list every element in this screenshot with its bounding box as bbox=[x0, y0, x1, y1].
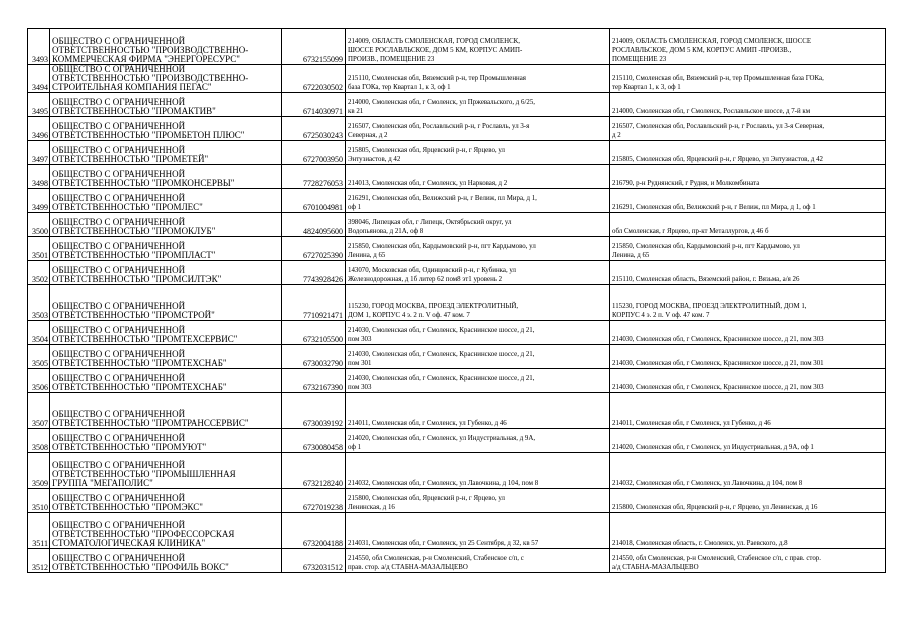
company-name bbox=[50, 165, 282, 189]
table-row bbox=[28, 29, 886, 65]
row-number: 3505 bbox=[28, 345, 50, 369]
legal-address-line: 214030, Смоленская обл, г Смоленск, Краснинское шоссе, д 21, bbox=[348, 375, 535, 382]
actual-address bbox=[610, 453, 886, 489]
actual-address-line: КОРПУС 4 э. 2 п. V оф. 47 ком. 7 bbox=[612, 312, 710, 319]
row-number: 3502 bbox=[28, 261, 50, 285]
legal-address-line: пом 301 bbox=[348, 360, 372, 367]
inn-number: 6727019238 bbox=[282, 489, 346, 513]
company-name-line: ОБЩЕСТВО С ОГРАНИЧЕННОЙ bbox=[52, 301, 186, 311]
company-name-line: ОБЩЕСТВО С ОГРАНИЧЕННОЙ bbox=[52, 241, 186, 251]
actual-address-line: 214020, Смоленская обл, г Смоленск, ул Индустриальная, д 9А, оф 1 bbox=[612, 444, 814, 451]
legal-address-line: 214020, Смоленская обл, г Смоленск, ул Индустриальная, д 9А, bbox=[348, 435, 536, 442]
inn-number: 6732031512 bbox=[282, 549, 346, 573]
row-number: 3510 bbox=[28, 489, 50, 513]
legal-address bbox=[346, 29, 610, 65]
legal-address-line: 115230, ГОРОД МОСКВА, ПРОЕЗД ЭЛЕКТРОЛИТНЫЙ, bbox=[348, 303, 519, 310]
actual-address-line: Ленина, д 65 bbox=[612, 252, 650, 259]
actual-address bbox=[610, 237, 886, 261]
table-row bbox=[28, 453, 886, 489]
actual-address-line: 214009, ОБЛАСТЬ СМОЛЕНСКАЯ, ГОРОД СМОЛЕНСК, ШОССЕ bbox=[612, 38, 812, 45]
company-name-line: ОБЩЕСТВО С ОГРАНИЧЕННОЙ bbox=[52, 121, 186, 131]
inn-number: 6730039192 bbox=[282, 393, 346, 429]
actual-address-line: тер Квартал 1, к 3, оф 1 bbox=[612, 84, 681, 91]
company-name-line: ОТВЕТСТВЕННОСТЬЮ "ПРОИЗВОДСТВЕННО- bbox=[52, 73, 249, 83]
company-name-line: ОТВЕТСТВЕННОСТЬЮ "ПРОМЭКС" bbox=[52, 502, 203, 512]
row-number: 3497 bbox=[28, 141, 50, 165]
company-name-line: ОТВЕТСТВЕННОСТЬЮ "ПРОМПЛАСТ" bbox=[52, 250, 216, 260]
inn-number: 4824095600 bbox=[282, 213, 346, 237]
legal-address bbox=[346, 489, 610, 513]
company-name-line: ОТВЕТСТВЕННОСТЬЮ "ПРОМЛЕС" bbox=[52, 202, 203, 212]
inn-number: 6730032790 bbox=[282, 345, 346, 369]
row-number: 3511 bbox=[28, 513, 50, 549]
company-name-line: ОТВЕТСТВЕННОСТЬЮ "ПРОМУЮТ" bbox=[52, 442, 207, 452]
legal-address-line: Ленинская, д 16 bbox=[348, 504, 395, 511]
actual-address bbox=[610, 549, 886, 573]
company-name-line: ОТВЕТСТВЕННОСТЬЮ "ПРОМЕТЕЙ" bbox=[52, 154, 209, 164]
actual-address bbox=[610, 261, 886, 285]
row-number: 3509 bbox=[28, 453, 50, 489]
company-name-line: ОТВЕТСТВЕННОСТЬЮ "ПРОМЫШЛЕННАЯ bbox=[52, 469, 236, 479]
company-name bbox=[50, 513, 282, 549]
legal-address bbox=[346, 237, 610, 261]
actual-address-line: 214011, Смоленская обл, г Смоленск, ул Губенко, д 46 bbox=[612, 420, 771, 427]
actual-address bbox=[610, 189, 886, 213]
actual-address-line: 214000, Смоленская обл, г Смоленск, Рославльское шоссе, д 7-й км bbox=[612, 108, 811, 115]
actual-address-line: 216790, р-н Руднянский, г Рудня, и Молкомбината bbox=[612, 180, 760, 187]
legal-address bbox=[346, 213, 610, 237]
row-number: 3493 bbox=[28, 29, 50, 65]
company-name-line: ОТВЕТСТВЕННОСТЬЮ "ПРОМОКЛУБ" bbox=[52, 226, 216, 236]
row-number: 3512 bbox=[28, 549, 50, 573]
legal-address-line: база ГОКа, тер Квартал 1, к 3, оф 1 bbox=[348, 84, 451, 91]
legal-address bbox=[346, 65, 610, 93]
legal-address-line: 214030, Смоленская обл, г Смоленск, Краснинское шоссе, д 21, bbox=[348, 351, 535, 358]
legal-address bbox=[346, 321, 610, 345]
inn-number: 6732004188 bbox=[282, 513, 346, 549]
company-name-line: ОБЩЕСТВО С ОГРАНИЧЕННОЙ bbox=[52, 493, 186, 503]
legal-address-line: 214030, Смоленская обл, г Смоленск, Краснинское шоссе, д 21, bbox=[348, 327, 535, 334]
actual-address-line: РОСЛАВЛЬСКОЕ, ДОМ 5 КМ, КОРПУС АМИП -ПРОИЗВ., bbox=[612, 47, 792, 54]
actual-address-line: 214030, Смоленская обл, г Смоленск, Краснинское шоссе, д 21, пом 303 bbox=[612, 336, 824, 343]
legal-address-line: Ленина, д 65 bbox=[348, 252, 386, 259]
company-name-line: ОБЩЕСТВО С ОГРАНИЧЕННОЙ bbox=[52, 169, 186, 179]
row-number: 3501 bbox=[28, 237, 50, 261]
legal-address-line: 214011, Смоленская обл, г Смоленск, ул Губенко, д 46 bbox=[348, 420, 507, 427]
inn-number: 6732155099 bbox=[282, 29, 346, 65]
company-name-line: ОТВЕТСТВЕННОСТЬЮ "ПРОМТЕХСНАБ" bbox=[52, 358, 227, 368]
table-row bbox=[28, 213, 886, 237]
table-row bbox=[28, 345, 886, 369]
row-number: 3504 bbox=[28, 321, 50, 345]
legal-address-line: Водопьянова, д 21А, оф 8 bbox=[348, 228, 424, 235]
company-name bbox=[50, 261, 282, 285]
company-name-line: ОБЩЕСТВО С ОГРАНИЧЕННОЙ bbox=[52, 265, 186, 275]
actual-address-line: 215110, Смоленская область, Вяземский район, г. Вязьма, а/я 26 bbox=[612, 276, 800, 283]
company-name-line: ОТВЕТСТВЕННОСТЬЮ "ПРОМБЕТОН ПЛЮС" bbox=[52, 130, 245, 140]
actual-address-line: а/д СТАБНА-МАЗАЛЬЦЕВО bbox=[612, 564, 699, 571]
actual-address-line: 215110, Смоленская обл, Вяземский р-н, тер Промышленная база ГОКа, bbox=[612, 75, 824, 82]
company-name bbox=[50, 489, 282, 513]
company-name bbox=[50, 93, 282, 117]
actual-address bbox=[610, 513, 886, 549]
legal-address bbox=[346, 513, 610, 549]
company-name bbox=[50, 393, 282, 429]
company-name-line: ОБЩЕСТВО С ОГРАНИЧЕННОЙ bbox=[52, 520, 186, 530]
company-name-line: ОБЩЕСТВО С ОГРАНИЧЕННОЙ bbox=[52, 553, 186, 563]
actual-address-line: 215805, Смоленская обл, Ярцевский р-н, г Ярцево, ул Энтузиастов, д 42 bbox=[612, 156, 823, 163]
actual-address bbox=[610, 285, 886, 321]
company-name-line: СТРОИТЕЛЬНАЯ КОМПАНИЯ ПЕГАС" bbox=[52, 82, 212, 92]
inn-number: 6732167390 bbox=[282, 369, 346, 393]
legal-address-line: 214032, Смоленская обл, г Смоленск, ул Лавочкина, д 104, пом 8 bbox=[348, 480, 539, 487]
company-name bbox=[50, 429, 282, 453]
legal-address-line: 398046, Липецкая обл, г Липецк, Октябрьский округ, ул bbox=[348, 219, 512, 226]
registry-table bbox=[27, 28, 886, 573]
inn-number: 7710921471 bbox=[282, 285, 346, 321]
legal-address-line: Энтузиастов, д 42 bbox=[348, 156, 401, 163]
row-number: 3506 bbox=[28, 369, 50, 393]
company-name-line: ОТВЕТСТВЕННОСТЬЮ "ПРОМТЕХСЕРВИС" bbox=[52, 334, 238, 344]
row-number: 3503 bbox=[28, 285, 50, 321]
company-name bbox=[50, 65, 282, 93]
row-number: 3495 bbox=[28, 93, 50, 117]
inn-number: 6722030502 bbox=[282, 65, 346, 93]
legal-address bbox=[346, 141, 610, 165]
table-row bbox=[28, 165, 886, 189]
legal-address bbox=[346, 261, 610, 285]
company-name-line: ГРУППА "МЕГАПОЛИС" bbox=[52, 478, 153, 488]
legal-address bbox=[346, 393, 610, 429]
company-name-line: ОБЩЕСТВО С ОГРАНИЧЕННОЙ bbox=[52, 217, 186, 227]
legal-address-line: 214009, ОБЛАСТЬ СМОЛЕНСКАЯ, ГОРОД СМОЛЕНСК, bbox=[348, 38, 520, 45]
actual-address-line: 216291, Смоленская обл, Велижский р-н, г Велиж, пл Мира, д 1, оф 1 bbox=[612, 204, 816, 211]
legal-address-line: Северная, д 2 bbox=[348, 132, 388, 139]
actual-address bbox=[610, 165, 886, 189]
actual-address-line: 215850, Смоленская обл, Кардымовский р-н, пгт Кардымово, ул bbox=[612, 243, 800, 250]
table-row bbox=[28, 513, 886, 549]
legal-address-line: пом 303 bbox=[348, 384, 372, 391]
legal-address-line: 215110, Смоленская обл, Вяземский р-н, тер Промышленная bbox=[348, 75, 526, 82]
row-number: 3500 bbox=[28, 213, 50, 237]
company-name-line: ОБЩЕСТВО С ОГРАНИЧЕННОЙ bbox=[52, 97, 186, 107]
actual-address bbox=[610, 429, 886, 453]
actual-address bbox=[610, 393, 886, 429]
legal-address bbox=[346, 453, 610, 489]
actual-address-line: 214030, Смоленская обл, г Смоленск, Краснинское шоссе, д 21, пом 303 bbox=[612, 384, 824, 391]
company-name bbox=[50, 285, 282, 321]
legal-address bbox=[346, 369, 610, 393]
legal-address-line: оф 1 bbox=[348, 204, 362, 211]
actual-address-line: 115230, ГОРОД МОСКВА, ПРОЕЗД ЭЛЕКТРОЛИТНЫЙ, ДОМ 1, bbox=[612, 303, 807, 310]
row-number: 3498 bbox=[28, 165, 50, 189]
legal-address-line: 214550, обл Смоленская, р-н Смоленский, Стабенское с/п, с bbox=[348, 555, 524, 562]
row-number: 3496 bbox=[28, 117, 50, 141]
table-row bbox=[28, 261, 886, 285]
table-row bbox=[28, 369, 886, 393]
actual-address bbox=[610, 93, 886, 117]
legal-address bbox=[346, 165, 610, 189]
legal-address-line: прав. стор. а/д СТАБНА-МАЗАЛЬЦЕВО bbox=[348, 564, 468, 571]
legal-address bbox=[346, 345, 610, 369]
company-name bbox=[50, 549, 282, 573]
inn-number: 7728276053 bbox=[282, 165, 346, 189]
company-name-line: ОБЩЕСТВО С ОГРАНИЧЕННОЙ bbox=[52, 460, 186, 470]
table-row bbox=[28, 117, 886, 141]
company-name-line: ОТВЕТСТВЕННОСТЬЮ "ПРОМСИЛТЭК" bbox=[52, 274, 222, 284]
company-name-line: ОБЩЕСТВО С ОГРАНИЧЕННОЙ bbox=[52, 193, 186, 203]
actual-address-line: 215800, Смоленская обл, Ярцевский р-н, г Ярцево, ул Ленинская, д 16 bbox=[612, 504, 818, 511]
company-name-line: ОБЩЕСТВО С ОГРАНИЧЕННОЙ bbox=[52, 409, 186, 419]
actual-address-line: 214032, Смоленская обл, г Смоленск, ул Лавочкина, д 104, пом 8 bbox=[612, 480, 803, 487]
inn-number: 6730080458 bbox=[282, 429, 346, 453]
legal-address-line: 215850, Смоленская обл, Кардымовский р-н, пгт Кардымово, ул bbox=[348, 243, 536, 250]
actual-address-line: 214030, Смоленская обл, г Смоленск, Краснинское шоссе, д 21, пом 301 bbox=[612, 360, 824, 367]
table-row bbox=[28, 321, 886, 345]
actual-address bbox=[610, 117, 886, 141]
table-row bbox=[28, 489, 886, 513]
company-name-line: ОБЩЕСТВО С ОГРАНИЧЕННОЙ bbox=[52, 349, 186, 359]
company-name-line: ОБЩЕСТВО С ОГРАНИЧЕННОЙ bbox=[52, 36, 186, 46]
legal-address-line: ШОССЕ РОСЛАВЛЬСКОЕ, ДОМ 5 КМ, КОРПУС АМИП- bbox=[348, 47, 523, 54]
legal-address-line: 214000, Смоленская обл, г Смоленск, ул Пржевальского, д 6/25, bbox=[348, 99, 535, 106]
actual-address bbox=[610, 345, 886, 369]
row-number: 3499 bbox=[28, 189, 50, 213]
inn-number: 6725030243 bbox=[282, 117, 346, 141]
legal-address-line: оф 1 bbox=[348, 444, 362, 451]
company-name-line: ОТВЕТСТВЕННОСТЬЮ "ПРОИЗВОДСТВЕННО- bbox=[52, 45, 249, 55]
row-number: 3508 bbox=[28, 429, 50, 453]
legal-address-line: 143070, Московская обл, Одинцовский р-н, г Кубинка, ул bbox=[348, 267, 516, 274]
actual-address-line: ПОМЕЩЕНИЕ 23 bbox=[612, 56, 667, 63]
company-name-line: СТОМАТОЛОГИЧЕСКАЯ КЛИНИКА" bbox=[52, 538, 206, 548]
legal-address-line: ПРОИЗВ., ПОМЕЩЕНИЕ 23 bbox=[348, 56, 435, 63]
legal-address-line: 216507, Смоленская обл, Рославльский р-н, г Рославль, ул 3-я bbox=[348, 123, 530, 130]
company-name bbox=[50, 321, 282, 345]
table-row bbox=[28, 93, 886, 117]
company-name-line: ОТВЕТСТВЕННОСТЬЮ "ПРОМСТРОЙ" bbox=[52, 310, 215, 320]
legal-address-line: пом 303 bbox=[348, 336, 372, 343]
company-name bbox=[50, 189, 282, 213]
company-name-line: ОБЩЕСТВО С ОГРАНИЧЕННОЙ bbox=[52, 433, 186, 443]
table-row bbox=[28, 65, 886, 93]
legal-address-line: 215800, Смоленская обл, Ярцевский р-н, г Ярцево, ул bbox=[348, 495, 505, 502]
company-name bbox=[50, 369, 282, 393]
row-number: 3494 bbox=[28, 65, 50, 93]
legal-address bbox=[346, 549, 610, 573]
row-number: 3507 bbox=[28, 393, 50, 429]
table-row bbox=[28, 141, 886, 165]
actual-address bbox=[610, 65, 886, 93]
company-name-line: ОБЩЕСТВО С ОГРАНИЧЕННОЙ bbox=[52, 325, 186, 335]
actual-address-line: д 2 bbox=[612, 132, 621, 139]
table-row bbox=[28, 429, 886, 453]
legal-address bbox=[346, 117, 610, 141]
inn-number: 6727003950 bbox=[282, 141, 346, 165]
company-name bbox=[50, 213, 282, 237]
table-row bbox=[28, 549, 886, 573]
inn-number: 6701004981 bbox=[282, 189, 346, 213]
actual-address-line: 214550, обл Смоленская, р-н Смоленский, Стабенское с/п, с прав. стор. bbox=[612, 555, 821, 562]
table-row bbox=[28, 285, 886, 321]
company-name-line: ОБЩЕСТВО С ОГРАНИЧЕННОЙ bbox=[52, 145, 186, 155]
actual-address bbox=[610, 141, 886, 165]
company-name-line: ОТВЕТСТВЕННОСТЬЮ "ПРОМТРАНССЕРВИС" bbox=[52, 418, 249, 428]
actual-address-line: 214018, Смоленская область, г. Смоленск, ул. Раевского, д.8 bbox=[612, 540, 788, 547]
actual-address-line: обл Смоленская, г Ярцево, пр-кт Металлургов, д 46 б bbox=[612, 228, 769, 235]
company-name-line: ОТВЕТСТВЕННОСТЬЮ "ПРОМТЕХСНАБ" bbox=[52, 382, 227, 392]
company-name bbox=[50, 453, 282, 489]
table-row bbox=[28, 237, 886, 261]
legal-address bbox=[346, 93, 610, 117]
company-name-line: ОТВЕТСТВЕННОСТЬЮ "ПРОМАКТИВ" bbox=[52, 106, 216, 116]
company-name-line: ОТВЕТСТВЕННОСТЬЮ "ПРОМКОНСЕРВЫ" bbox=[52, 178, 235, 188]
company-name-line: ОБЩЕСТВО С ОГРАНИЧЕННОЙ bbox=[52, 373, 186, 383]
actual-address bbox=[610, 489, 886, 513]
company-name bbox=[50, 345, 282, 369]
registry-rows bbox=[28, 29, 886, 573]
company-name bbox=[50, 117, 282, 141]
legal-address-line: кв 21 bbox=[348, 108, 364, 115]
actual-address-line: 216507, Смоленская обл, Рославльский р-н, г Рославль, ул 3-я Северная, bbox=[612, 123, 825, 130]
legal-address-line: ДОМ 1, КОРПУС 4 э. 2 п. V оф. 47 ком. 7 bbox=[348, 312, 470, 319]
legal-address-line: 215805, Смоленская обл, Ярцевский р-н, г Ярцево, ул bbox=[348, 147, 505, 154]
actual-address bbox=[610, 213, 886, 237]
inn-number: 6732128240 bbox=[282, 453, 346, 489]
company-name-line: ОТВЕТСТВЕННОСТЬЮ "ПРОФИЛЬ ВОКС" bbox=[52, 562, 229, 572]
company-name bbox=[50, 237, 282, 261]
inn-number: 6714030971 bbox=[282, 93, 346, 117]
legal-address-line: 214013, Смоленская обл, г Смоленск, ул Нарковая, д 2 bbox=[348, 180, 508, 187]
legal-address bbox=[346, 429, 610, 453]
company-name-line: ОТВЕТСТВЕННОСТЬЮ "ПРОФЕССОРСКАЯ bbox=[52, 529, 235, 539]
company-name-line: ОБЩЕСТВО С ОГРАНИЧЕННОЙ bbox=[52, 64, 186, 74]
legal-address-line: Железнодорожная, д 1б литер 62 пом8 эт1 уровень 2 bbox=[348, 276, 503, 283]
actual-address bbox=[610, 321, 886, 345]
company-name bbox=[50, 141, 282, 165]
inn-number: 6727025390 bbox=[282, 237, 346, 261]
legal-address-line: 216291, Смоленская обл, Велижский р-н, г Велиж, пл Мира, д 1, bbox=[348, 195, 537, 202]
actual-address bbox=[610, 369, 886, 393]
company-name-line: КОММЕРЧЕСКАЯ ФИРМА "ЭНЕРГОРЕСУРС" bbox=[52, 54, 240, 64]
inn-number: 6732105500 bbox=[282, 321, 346, 345]
inn-number: 7743928426 bbox=[282, 261, 346, 285]
legal-address bbox=[346, 189, 610, 213]
actual-address bbox=[610, 29, 886, 65]
table-row bbox=[28, 189, 886, 213]
table-row bbox=[28, 393, 886, 429]
legal-address-line: 214031, Смоленская обл, г Смоленск, ул 25 Сентября, д 32, кв 57 bbox=[348, 540, 539, 547]
legal-address bbox=[346, 285, 610, 321]
company-name bbox=[50, 29, 282, 65]
